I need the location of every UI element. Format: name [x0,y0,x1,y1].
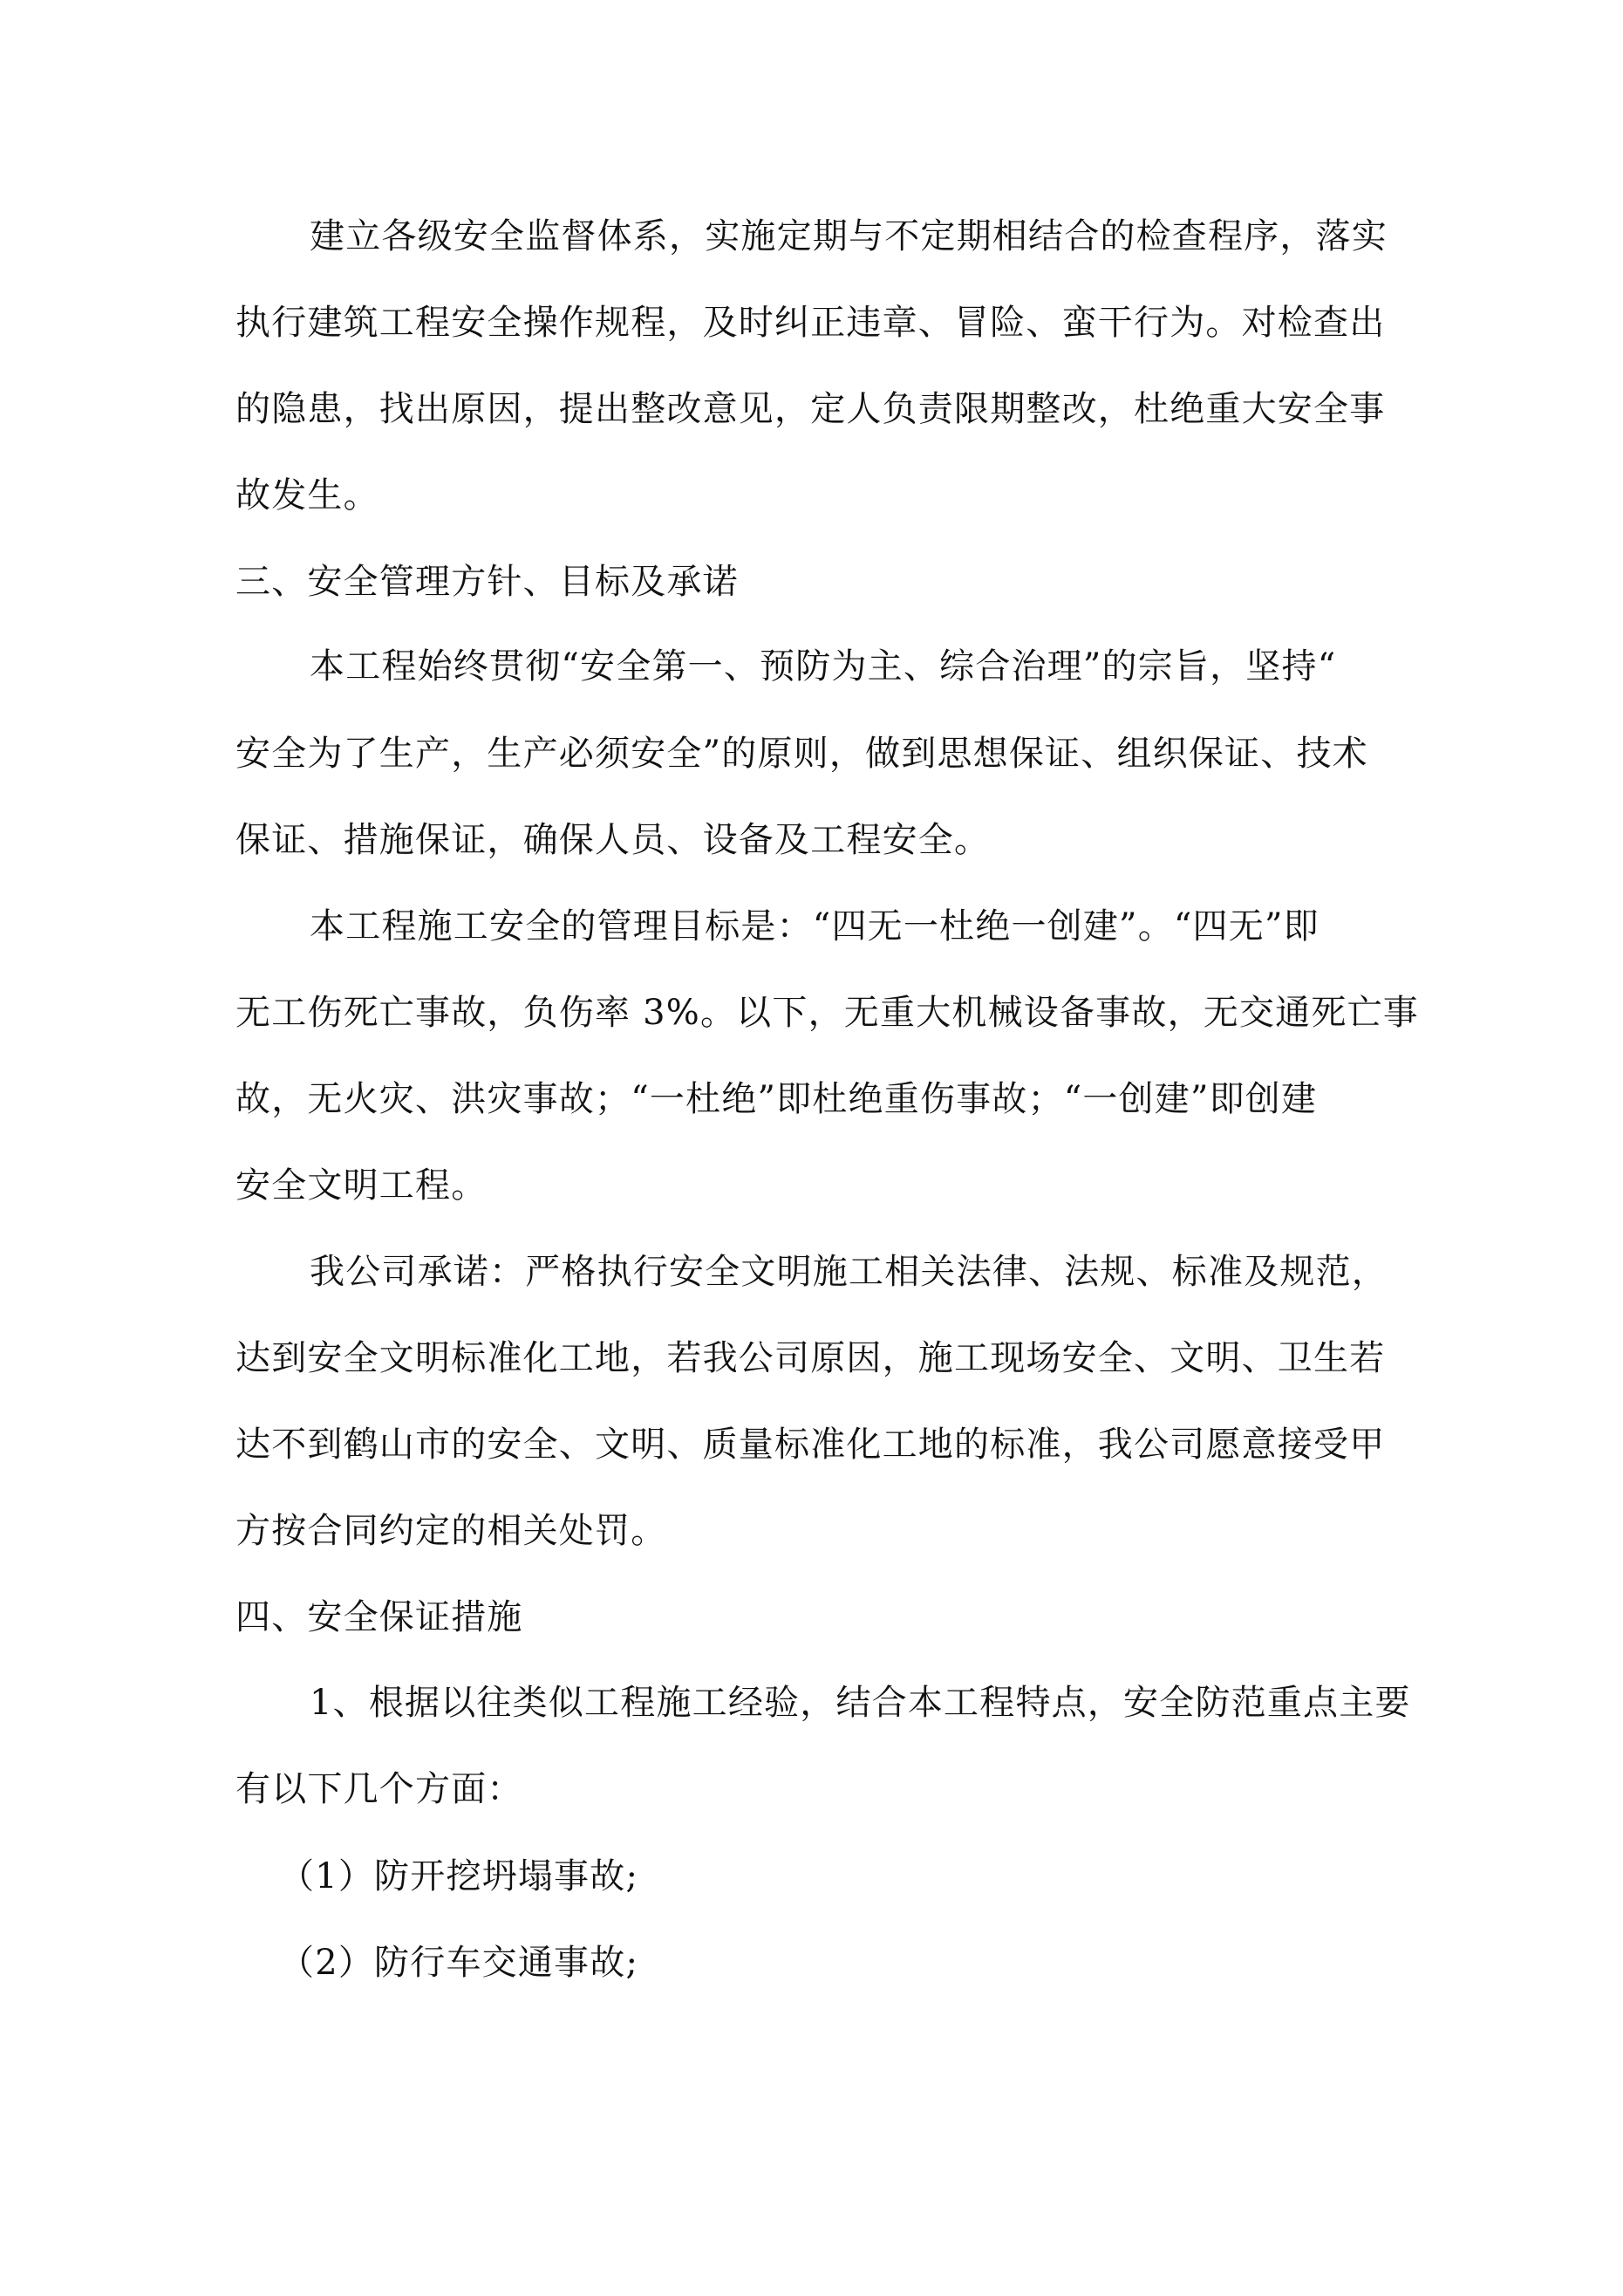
paragraph-4-line-3: 达不到鹤山市的安全、文明、质量标准化工地的标准，我公司愿意接受甲 [235,1425,1386,1465]
paragraph-3-line-4: 安全文明工程。 [235,1165,488,1206]
list-item: （2）防行车交通事故; [279,1943,639,1983]
paragraph-5-line-2: 有以下几个方面： [235,1769,523,1809]
paragraph-4-line-1: 我公司承诺：严格执行安全文明施工相关法律、法规、标准及规范， [310,1252,1388,1292]
paragraph-1-line-2: 执行建筑工程安全操作规程，及时纠正违章、冒险、蛮干行为。对检查出 [235,303,1386,343]
paragraph-2-line-3: 保证、措施保证，确保人员、设备及工程安全。 [235,820,991,860]
paragraph-4-line-4: 方按合同约定的相关处罚。 [235,1511,667,1551]
paragraph-3-line-1: 本工程施工安全的管理目标是：“四无一杜绝一创建”。“四无”即 [310,906,1320,946]
paragraph-5-line-1: 1、根据以往类似工程施工经验，结合本工程特点，安全防范重点主要 [310,1683,1411,1723]
list-item: （1）防开挖坍塌事故; [279,1856,639,1896]
section-3-heading: 三、安全管理方针、目标及承诺 [235,562,739,602]
paragraph-3-line-3: 故，无火灾、洪灾事故；“一杜绝”即杜绝重伤事故；“一创建”即创建 [235,1079,1318,1119]
section-4-heading: 四、安全保证措施 [235,1597,523,1637]
paragraph-4-line-2: 达到安全文明标准化工地，若我公司原因，施工现场安全、文明、卫生若 [235,1338,1386,1378]
paragraph-3-line-2: 无工伤死亡事故，负伤率 3%。以下，无重大机械设备事故，无交通死亡事 [235,993,1419,1033]
paragraph-2-line-1: 本工程始终贯彻“安全第一、预防为主、综合治理”的宗旨，坚持“ [310,646,1337,687]
paragraph-1-line-3: 的隐患，找出原因，提出整改意见，定人负责限期整改，杜绝重大安全事 [235,389,1386,429]
paragraph-1-line-4: 故发生。 [235,475,379,516]
paragraph-2-line-2: 安全为了生产，生产必须安全”的原则，做到思想保证、组织保证、技术 [235,734,1368,774]
paragraph-1-line-1: 建立各级安全监督体系，实施定期与不定期相结合的检查程序，落实 [310,216,1388,256]
